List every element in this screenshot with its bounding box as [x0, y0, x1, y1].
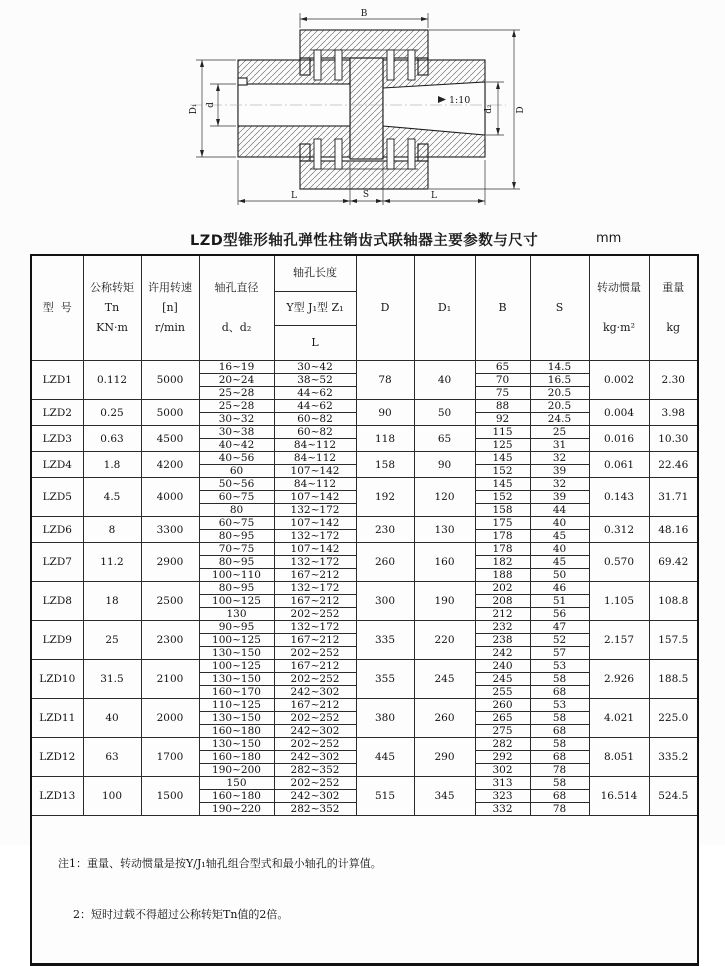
bore-len-cell: 202~252	[274, 608, 356, 621]
b-cell: 158	[475, 504, 530, 517]
table-row	[31, 738, 698, 751]
model-cell: LZD11	[31, 699, 83, 738]
bore-len-cell: 167~212	[274, 660, 356, 673]
bore-len-cell: 202~252	[274, 777, 356, 790]
s-cell: 68	[530, 725, 589, 738]
bore-dia-cell: 60~75	[199, 491, 274, 504]
bore-dia-cell: 16~19	[199, 361, 274, 374]
speed-title: 许用转速	[148, 281, 192, 294]
b-cell: 145	[475, 478, 530, 491]
speed-cell: 4200	[141, 452, 199, 478]
b-cell: 313	[475, 777, 530, 790]
b-cell: 323	[475, 790, 530, 803]
bore-dia-symbol: d、d₂	[221, 321, 252, 334]
bore-len-cell: 282~352	[274, 803, 356, 816]
bore-dia-cell: 60	[199, 465, 274, 478]
col-header-bore-dia	[199, 255, 274, 361]
bore-len-cell: 30~42	[274, 361, 356, 374]
table-row	[31, 582, 698, 595]
table-row	[31, 543, 698, 556]
torque-title: 公称转矩	[90, 281, 134, 294]
model-cell: LZD13	[31, 777, 83, 816]
b-cell: 265	[475, 712, 530, 725]
bore-dia-cell: 100~125	[199, 634, 274, 647]
bore-len-cell: 107~142	[274, 491, 356, 504]
bore-dia-cell: 160~180	[199, 790, 274, 803]
s-cell: 78	[530, 764, 589, 777]
model-cell: LZD2	[31, 400, 83, 426]
b-cell: 178	[475, 530, 530, 543]
torque-cell: 4.5	[83, 478, 141, 517]
table-row	[31, 478, 698, 491]
bore-len-cell: 84~112	[274, 439, 356, 452]
s-cell: 20.5	[530, 400, 589, 413]
bore-dia-cell: 80~95	[199, 556, 274, 569]
bore-len-cell: 38~52	[274, 374, 356, 387]
bore-len-cell: 84~112	[274, 478, 356, 491]
inertia-cell: 1.105	[589, 582, 649, 621]
spec-table	[30, 254, 699, 966]
d1-cell: 50	[414, 400, 475, 426]
d1-cell: 40	[414, 361, 475, 400]
weight-unit: kg	[666, 321, 681, 334]
s-cell: 57	[530, 647, 589, 660]
bore-dia-cell: 160~180	[199, 751, 274, 764]
torque-cell: 18	[83, 582, 141, 621]
b-cell: 182	[475, 556, 530, 569]
inertia-cell: 0.004	[589, 400, 649, 426]
table-row	[31, 426, 698, 439]
weight-cell: 524.5	[649, 777, 698, 816]
torque-unit: KN·m	[96, 321, 128, 334]
b-cell: 70	[475, 374, 530, 387]
model-cell: LZD10	[31, 660, 83, 699]
col-header-bore-len-symbol: L	[274, 326, 356, 361]
bore-dia-cell: 130~150	[199, 673, 274, 686]
bore-dia-cell: 30~38	[199, 426, 274, 439]
b-cell: 178	[475, 543, 530, 556]
weight-cell: 31.71	[649, 478, 698, 517]
torque-cell: 100	[83, 777, 141, 816]
dim-label-d: d	[206, 102, 216, 108]
col-header-b: B	[475, 255, 530, 361]
s-cell: 25	[530, 426, 589, 439]
s-cell: 50	[530, 569, 589, 582]
s-cell: 24.5	[530, 413, 589, 426]
col-header-bore-len: 轴孔长度	[274, 255, 356, 291]
table-row	[31, 517, 698, 530]
bore-len-cell: 107~142	[274, 517, 356, 530]
b-cell: 255	[475, 686, 530, 699]
s-cell: 40	[530, 517, 589, 530]
model-cell: LZD4	[31, 452, 83, 478]
b-cell: 202	[475, 582, 530, 595]
s-cell: 58	[530, 712, 589, 725]
weight-cell: 188.5	[649, 660, 698, 699]
bore-len-cell: 282~352	[274, 764, 356, 777]
b-cell: 260	[475, 699, 530, 712]
inertia-cell: 0.016	[589, 426, 649, 452]
torque-cell: 0.112	[83, 361, 141, 400]
speed-cell: 2500	[141, 582, 199, 621]
bore-len-cell: 167~212	[274, 634, 356, 647]
weight-cell: 157.5	[649, 621, 698, 660]
inertia-title: 转动惯量	[597, 281, 641, 294]
bore-len-cell: 167~212	[274, 699, 356, 712]
bore-dia-cell: 130~150	[199, 712, 274, 725]
d-cell: 380	[356, 699, 414, 738]
speed-cell: 2300	[141, 621, 199, 660]
bore-dia-cell: 40~56	[199, 452, 274, 465]
table-row	[31, 621, 698, 634]
b-cell: 238	[475, 634, 530, 647]
s-cell: 58	[530, 777, 589, 790]
b-cell: 75	[475, 387, 530, 400]
weight-cell: 48.16	[649, 517, 698, 543]
coupling-section-drawing	[188, 4, 533, 219]
col-header-model: 型 号	[31, 255, 83, 361]
bore-len-cell: 132~172	[274, 621, 356, 634]
s-cell: 53	[530, 699, 589, 712]
model-cell: LZD12	[31, 738, 83, 777]
s-cell: 44	[530, 504, 589, 517]
speed-cell: 4000	[141, 478, 199, 517]
s-cell: 32	[530, 452, 589, 465]
bore-len-cell: 84~112	[274, 452, 356, 465]
torque-cell: 1.8	[83, 452, 141, 478]
b-cell: 145	[475, 452, 530, 465]
bore-dia-cell: 190~200	[199, 764, 274, 777]
d-cell: 90	[356, 400, 414, 426]
bore-dia-cell: 25~28	[199, 400, 274, 413]
d1-cell: 130	[414, 517, 475, 543]
d1-cell: 345	[414, 777, 475, 816]
torque-cell: 0.25	[83, 400, 141, 426]
d-cell: 230	[356, 517, 414, 543]
bore-dia-cell: 50~56	[199, 478, 274, 491]
b-cell: 212	[475, 608, 530, 621]
b-cell: 292	[475, 751, 530, 764]
bore-dia-cell: 60~75	[199, 517, 274, 530]
bore-len-cell: 202~252	[274, 712, 356, 725]
d1-cell: 90	[414, 452, 475, 478]
torque-cell: 0.63	[83, 426, 141, 452]
weight-cell: 2.30	[649, 361, 698, 400]
d-cell: 78	[356, 361, 414, 400]
b-cell: 275	[475, 725, 530, 738]
dim-label-d1: D₁	[189, 103, 199, 115]
d1-cell: 260	[414, 699, 475, 738]
bore-len-cell: 132~172	[274, 504, 356, 517]
speed-cell: 5000	[141, 361, 199, 400]
s-cell: 39	[530, 491, 589, 504]
weight-cell: 335.2	[649, 738, 698, 777]
d1-cell: 160	[414, 543, 475, 582]
spec-table-header	[31, 255, 698, 361]
d-cell: 335	[356, 621, 414, 660]
b-cell: 92	[475, 413, 530, 426]
torque-cell: 63	[83, 738, 141, 777]
b-cell: 188	[475, 569, 530, 582]
d-cell: 445	[356, 738, 414, 777]
s-cell: 68	[530, 751, 589, 764]
b-cell: 302	[475, 764, 530, 777]
s-cell: 53	[530, 660, 589, 673]
s-cell: 45	[530, 530, 589, 543]
bore-len-cell: 44~62	[274, 400, 356, 413]
s-cell: 68	[530, 790, 589, 803]
col-header-bore-len-types: Y型 J₁型 Z₁	[274, 291, 356, 326]
d-cell: 118	[356, 426, 414, 452]
s-cell: 39	[530, 465, 589, 478]
bore-dia-cell: 160~180	[199, 725, 274, 738]
spec-table-body	[31, 361, 698, 816]
b-cell: 232	[475, 621, 530, 634]
bore-len-cell: 242~302	[274, 686, 356, 699]
bore-len-cell: 132~172	[274, 556, 356, 569]
b-cell: 175	[475, 517, 530, 530]
bore-len-cell: 242~302	[274, 725, 356, 738]
bore-len-cell: 60~82	[274, 426, 356, 439]
hub-shapes	[238, 58, 485, 159]
inertia-cell: 2.926	[589, 660, 649, 699]
d-cell: 515	[356, 777, 414, 816]
model-cell: LZD1	[31, 361, 83, 400]
d-cell: 300	[356, 582, 414, 621]
bore-dia-cell: 30~32	[199, 413, 274, 426]
weight-cell: 22.46	[649, 452, 698, 478]
d-cell: 260	[356, 543, 414, 582]
table-row	[31, 452, 698, 465]
model-cell: LZD7	[31, 543, 83, 582]
col-header-d: D	[356, 255, 414, 361]
bore-dia-cell: 190~220	[199, 803, 274, 816]
d1-cell: 220	[414, 621, 475, 660]
b-cell: 88	[475, 400, 530, 413]
table-row	[31, 660, 698, 673]
s-cell: 52	[530, 634, 589, 647]
torque-cell: 25	[83, 621, 141, 660]
speed-cell: 2900	[141, 543, 199, 582]
torque-cell: 11.2	[83, 543, 141, 582]
b-cell: 125	[475, 439, 530, 452]
bore-dia-cell: 130~150	[199, 738, 274, 751]
weight-title: 重量	[662, 281, 685, 294]
col-header-s: S	[530, 255, 589, 361]
bore-dia-cell: 130~150	[199, 647, 274, 660]
bore-len-cell: 202~252	[274, 738, 356, 751]
inertia-cell: 2.157	[589, 621, 649, 660]
d-cell: 355	[356, 660, 414, 699]
bore-dia-cell: 130	[199, 608, 274, 621]
s-cell: 40	[530, 543, 589, 556]
torque-cell: 40	[83, 699, 141, 738]
notes-row	[31, 816, 698, 965]
b-cell: 282	[475, 738, 530, 751]
model-cell: LZD3	[31, 426, 83, 452]
col-header-speed	[141, 255, 199, 361]
dim-label-l-right: L	[431, 191, 437, 201]
bore-len-cell: 107~142	[274, 543, 356, 556]
bore-len-cell: 242~302	[274, 790, 356, 803]
torque-cell: 8	[83, 517, 141, 543]
page-title: LZD型锥形轴孔弹性柱销齿式联轴器主要参数与尺寸	[190, 233, 539, 249]
bore-len-cell: 167~212	[274, 569, 356, 582]
weight-cell: 108.8	[649, 582, 698, 621]
inertia-cell: 0.312	[589, 517, 649, 543]
col-header-d1: D₁	[414, 255, 475, 361]
s-cell: 58	[530, 673, 589, 686]
speed-cell: 2000	[141, 699, 199, 738]
bore-dia-cell: 70~75	[199, 543, 274, 556]
model-cell: LZD5	[31, 478, 83, 517]
inertia-cell: 8.051	[589, 738, 649, 777]
b-cell: 208	[475, 595, 530, 608]
bore-dia-cell: 80	[199, 504, 274, 517]
b-cell: 152	[475, 465, 530, 478]
s-cell: 78	[530, 803, 589, 816]
s-cell: 51	[530, 595, 589, 608]
s-cell: 47	[530, 621, 589, 634]
bore-len-cell: 60~82	[274, 413, 356, 426]
weight-cell: 10.30	[649, 426, 698, 452]
bore-len-cell: 132~172	[274, 530, 356, 543]
bore-dia-cell: 80~95	[199, 582, 274, 595]
table-row	[31, 699, 698, 712]
model-cell: LZD9	[31, 621, 83, 660]
s-cell: 58	[530, 738, 589, 751]
col-header-torque	[83, 255, 141, 361]
b-cell: 65	[475, 361, 530, 374]
inertia-cell: 4.021	[589, 699, 649, 738]
b-cell: 115	[475, 426, 530, 439]
inertia-cell: 0.570	[589, 543, 649, 582]
spec-table-notes	[31, 816, 698, 965]
model-cell: LZD6	[31, 517, 83, 543]
bore-len-cell: 202~252	[274, 647, 356, 660]
b-cell: 242	[475, 647, 530, 660]
bore-dia-title: 轴孔直径	[214, 281, 259, 294]
bore-dia-cell: 100~110	[199, 569, 274, 582]
dim-label-taper: 1:10	[449, 95, 471, 106]
s-cell: 16.5	[530, 374, 589, 387]
d-cell: 192	[356, 478, 414, 517]
bore-dia-cell: 40~42	[199, 439, 274, 452]
speed-cell: 1700	[141, 738, 199, 777]
bore-len-cell: 202~252	[274, 673, 356, 686]
dim-label-d2: d₂	[484, 104, 494, 114]
dim-label-s: S	[362, 190, 370, 200]
bore-len-cell: 44~62	[274, 387, 356, 400]
bore-len-cell: 167~212	[274, 595, 356, 608]
s-cell: 68	[530, 686, 589, 699]
d1-cell: 290	[414, 738, 475, 777]
speed-unit: r/min	[155, 321, 185, 334]
unit-label: mm	[596, 231, 622, 246]
inertia-cell: 0.002	[589, 361, 649, 400]
d1-cell: 120	[414, 478, 475, 517]
title-row	[30, 229, 697, 251]
bore-dia-cell: 110~125	[199, 699, 274, 712]
weight-cell: 225.0	[649, 699, 698, 738]
inertia-cell: 0.061	[589, 452, 649, 478]
table-row	[31, 361, 698, 374]
b-cell: 332	[475, 803, 530, 816]
model-cell: LZD8	[31, 582, 83, 621]
d1-cell: 65	[414, 426, 475, 452]
s-cell: 20.5	[530, 387, 589, 400]
inertia-cell: 0.143	[589, 478, 649, 517]
d-cell: 158	[356, 452, 414, 478]
note-2: 2：短时过载不得超过公称转矩Tn值的2倍。	[73, 908, 289, 921]
bore-dia-cell: 160~170	[199, 686, 274, 699]
weight-cell: 69.42	[649, 543, 698, 582]
speed-symbol: [n]	[162, 301, 178, 314]
bore-dia-cell: 20~24	[199, 374, 274, 387]
table-row	[31, 400, 698, 413]
table-row	[31, 777, 698, 790]
speed-cell: 4500	[141, 426, 199, 452]
speed-cell: 3300	[141, 517, 199, 543]
dim-label-b: B	[360, 9, 368, 19]
col-header-inertia	[589, 255, 649, 361]
b-cell: 240	[475, 660, 530, 673]
dim-label-l-left: L	[291, 191, 297, 201]
s-cell: 14.5	[530, 361, 589, 374]
s-cell: 45	[530, 556, 589, 569]
bore-len-cell: 107~142	[274, 465, 356, 478]
b-cell: 245	[475, 673, 530, 686]
bore-dia-cell: 25~28	[199, 387, 274, 400]
s-cell: 31	[530, 439, 589, 452]
weight-cell: 3.98	[649, 400, 698, 426]
d1-cell: 245	[414, 660, 475, 699]
s-cell: 56	[530, 608, 589, 621]
bore-dia-cell: 150	[199, 777, 274, 790]
bore-dia-cell: 100~125	[199, 660, 274, 673]
s-cell: 46	[530, 582, 589, 595]
speed-cell: 5000	[141, 400, 199, 426]
bore-dia-cell: 90~95	[199, 621, 274, 634]
dim-label-big-d: D	[516, 106, 526, 114]
bore-len-cell: 132~172	[274, 582, 356, 595]
inertia-unit: kg·m²	[602, 321, 636, 334]
inertia-cell: 16.514	[589, 777, 649, 816]
bore-dia-cell: 100~125	[199, 595, 274, 608]
torque-symbol: Tn	[104, 301, 120, 314]
note-1: 注1：重量、转动惯量是按Y/J₁轴孔组合型式和最小轴孔的计算值。	[58, 857, 382, 870]
torque-cell: 31.5	[83, 660, 141, 699]
col-header-weight	[649, 255, 698, 361]
bore-dia-cell: 80~95	[199, 530, 274, 543]
bore-len-cell: 242~302	[274, 751, 356, 764]
s-cell: 32	[530, 478, 589, 491]
b-cell: 152	[475, 491, 530, 504]
speed-cell: 2100	[141, 660, 199, 699]
speed-cell: 1500	[141, 777, 199, 816]
d1-cell: 190	[414, 582, 475, 621]
